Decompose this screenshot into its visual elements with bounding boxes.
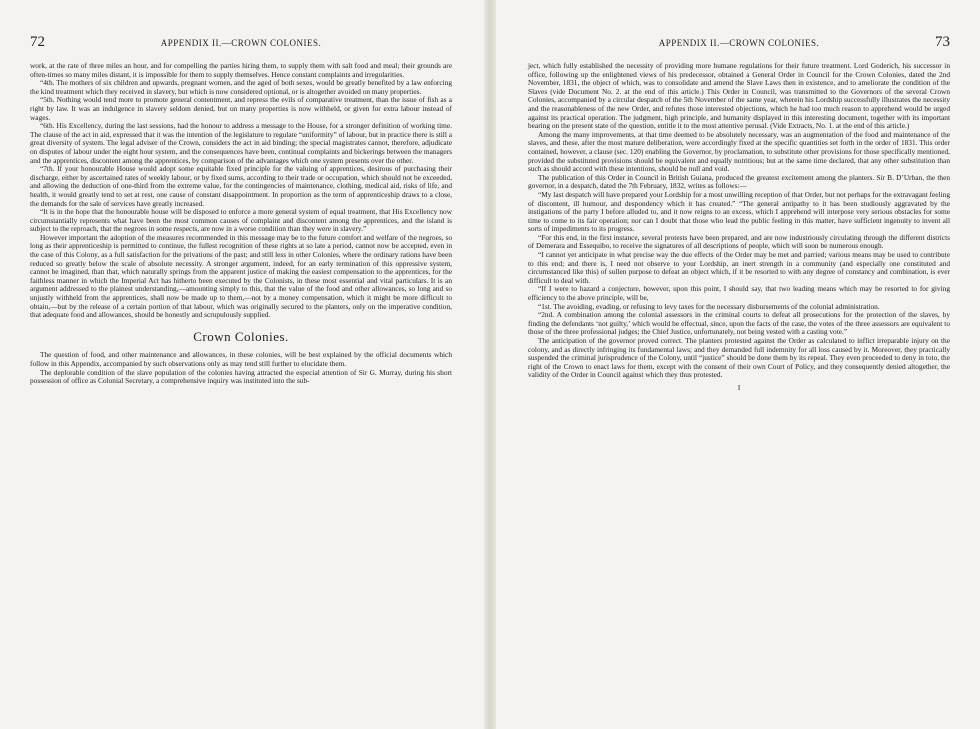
paragraph: “4th. The mothers of six children and upwards, pregnant women, and the aged of both sexes, would be greatly benefited by a law enforcing the kind treatment which they received in slavery, but which is now considered optional, or is altogether avoided on many properties. xyxy=(30,78,452,96)
paragraph: “It is in the hope that the honourable house will be disposed to enforce a more general system of equal treatment, that His Excellency now circumstantially represents what have been the most common causes of complaint and discontent among the apprentices, and the island is subject to the reproach, that the negroes in some respects, are now in a worse condition than they were in slavery.” xyxy=(30,207,452,234)
paragraph: Among the many improvements, at that time deemed to be absolutely necessary, was an augmentation of the food and maintenance of the slaves, and these, after the most mature deliberation, were accordingly fixed at the specific quantities set forth in the order of 1831. This order contained, however, a clause (sec. 120) enabling the Governor, by proclamation, to substitute other provisions for those specifically mentioned, provided the substituted provisions should be equivalent and equally nutritious; but at the same time declared, that any other substitution than such as should accord with these intentions, should be null and void. xyxy=(528,129,950,174)
paragraph: The publication of this Order in Council in British Guiana, produced the greatest excitement among the planters. Sir B. D’Urban, the then governor, in a despatch, dated the 7th February, 1832, writes as follows:— xyxy=(528,172,950,191)
running-head: APPENDIX II.—CROWN COLONIES. xyxy=(658,38,820,48)
paragraph: “1st. The avoiding, evading, or refusing to levy taxes for the necessary disbursements of the colonial administration. xyxy=(538,301,880,311)
paragraph: “For this end, in the first instance, several protests have been prepared, and are now industriously circulating through the different districts of Demerara and Essequibo, to receive the signatures of all descriptions of people, which will soon be numerous enough. xyxy=(528,232,950,251)
right-page xyxy=(498,0,980,729)
running-head: APPENDIX II.—CROWN COLONIES. xyxy=(160,38,322,48)
right-page-body xyxy=(528,62,950,393)
paragraph: However important the adoption of the measures recommended in this message may be to the future comfort and welfare of the negroes, so long as their apprenticeship is permitted to continue, the fullest recognition of these rights at so late a period, cannot now be accepted, even in the case of this Colony, as a full satisfaction for the privations of the past; and still less in other Colonies, where the ordinary rations have been reduced so greatly below the scale of absolute necessity. A stronger argument, indeed, for an early termination of this oppressive system, cannot be imagined, than that, which naturally springs from the apparent justice of making the easiest compensation to the apprentices, for the faithless manner in which the Imperial Act has hitherto been executed by the Colonists, in these most essential and vital particulars. It is an argument addressed to the plainest understanding,—amounting simply to this, that the value of the food and other allowances, so long and so unjustly withheld from the apprentices, shall now be made up to them,—not by a money compensation, which it might be more difficult to obtain,—but by the release of a certain portion of that labour, which was originally secured to the planters, only on the imperative condition, that adequate food and allowances, should be honestly and scrupulously supplied. xyxy=(30,232,452,320)
book-gutter xyxy=(484,0,496,729)
paragraph: “If I were to hazard a conjecture, however, upon this point, I should say, that two leading means which may be resorted to for giving efficiency to the above principle, will be, xyxy=(528,284,950,303)
section-title: Crown Colonies. xyxy=(193,328,289,344)
right-page-header xyxy=(528,34,950,56)
page-number: 73 xyxy=(935,34,950,50)
paragraph: The anticipation of the governor proved correct. The planters protested against the Order as calculated to inflict irreparable injury on the colony, and as directly infringing its fundamental laws; and they demanded full indemnity for all loss caused by it. Moreover, they practically suspended the criminal jurisprudence of the Colony, until “justice” should be done them by its repeal. They even proceeded to deny in toto, the right of the Crown to enact laws for them, except with the consent of their own Court of Policy, and they consequently denied altogether, the validity of the Order in Council against which they thus protested. xyxy=(528,336,950,380)
paragraph: “7th. If your honourable House would adopt some equitable fixed principle for the valuing of apprentices, desirous of purchasing their discharge, either by ascertained rates of weekly labour, or by fixed sums, according to their trade or occupation, which should not be exceeded, and allowing the deduction of one-third from the extreme value, for the contingencies of maintenance, clothing, medical aid, risks of life, and health, it would greatly tend to set at rest, one cause of constant disappointment. In proportion as the term of apprenticeship draws to a close, the demands for the sale of services have greatly increased. xyxy=(30,164,452,208)
paragraph: The deplorable condition of the slave population of the colonies having attracted the especial attention of Sir G. Murray, during his short possession of office as Colonial Secretary, a comprehensive inquiry was instituted into the sub- xyxy=(30,367,452,386)
paragraph: “5th. Nothing would tend more to promote general contentment, and repress the evils of comparative treatment, than the issue of fish as a right by law. It was an indulgence in slavery seldom denied, but on many properties is now withheld, or given for extra labour instead of wages. xyxy=(30,95,452,122)
signature-mark: I xyxy=(737,383,741,392)
left-page xyxy=(0,0,482,729)
paragraph: The question of food, and other maintenance and allowances, in these colonies, will be best explained by the official documents which follow in this Appendix, accompanied by such observations only as may tend still further to elucidate them. xyxy=(30,350,452,368)
paragraph: “2nd. A combination among the colonial assessors in the criminal courts to defeat all prosecutions for the protection of the slaves, by finding the defendants ‘not guilty,’ which would be effectual, since, upon the facts of the case, the votes of the three assessors are equivalent to those of the three professional judges; the Chief Justice, unfortunately, not being vested with a casting vote.” xyxy=(528,310,950,337)
paragraph: “I cannot yet anticipate in what precise way the due effects of the Order may be met and parried; various means may be used to contribute to this end; and there is, I need not observe to your Lordship, an inert strength in a community (and especially one constituted and circumstanced like this) of sullen purpose to defeat an object which, if it be resorted to with any degree of constancy and combination, is ever difficult to deal with. xyxy=(528,250,950,285)
page-number: 72 xyxy=(30,34,45,50)
paragraph: “My last despatch will have prepared your Lordship for a most unwilling reception of that Order, but not perhaps for the extravagant feeling of discontent, ill humour, and despondency which it has created.” “The general antipathy to it has been studiously aggravated by the instigations of the party I before alluded to, and it now reigns to an excess, which I apprehend will interpose very serious obstacles for some time to come to its fair operation; nor can I doubt that those who lead the public feeling in this matter, have sufficient ingenuity to invent all sorts of impediments to its progress. xyxy=(528,189,950,234)
left-page-header xyxy=(30,34,452,56)
paragraph: ject, which fully established the necessity of providing more humane regulations for their future treatment. Lord Goderich, his successor in office, following up the enlightened views of his predecessor, obtained a General Order in Council for the Crown Colonies, dated the 2nd November, 1831, the object of which, was to consolidate and amend the Slave Laws then in existence, and to ameliorate the condition of the Slaves (vide Document No. 2. at the end of this article.) This Order in Council, was transmitted to the Governors of the several Crown Colonies, accompanied by a circular despatch of the 5th November of the same year, wherein his Lordship successfully illustrates the necessity and the reasonableness of the new Order, and refutes those interested objections, which he had too much reason to apprehend would be urged against its practical operation. The judgment, high principle, and humanity displayed in this interesting document, together with its important bearing on the present state of the question, entitle it to the most attentive perusal. (Vide Extracts, No. 1. at the end of this article.) xyxy=(528,61,950,131)
paragraph: “6th. His Excellency, during the last sessions, had the honour to address a message to the House, for a stronger definition of working time. The clause of the act in aid, expressed that it was the intention of the legislature to regulate “uniformity” of labour, but in practice there is still a great diversity of system. The legal adviser of the Crown, considers the act in aid binding; the special magistrates cannot, therefore, adjudicate on disputes of labour under the eight hour system, and the consequences have been, continual complaints and bickerings between the managers and the apprentices, discontent among the apprentices, by comparison of the advantages which one system presents over the other. xyxy=(30,121,452,165)
paragraph: work, at the rate of three miles an hour, and for compelling the parties hiring them, to supply them with salt food and meal; their grounds are often-times so many miles distant, it is impossible for them to supply themselves. Hence constant complaints and irregularities. xyxy=(30,61,452,79)
left-page-body xyxy=(30,62,452,386)
